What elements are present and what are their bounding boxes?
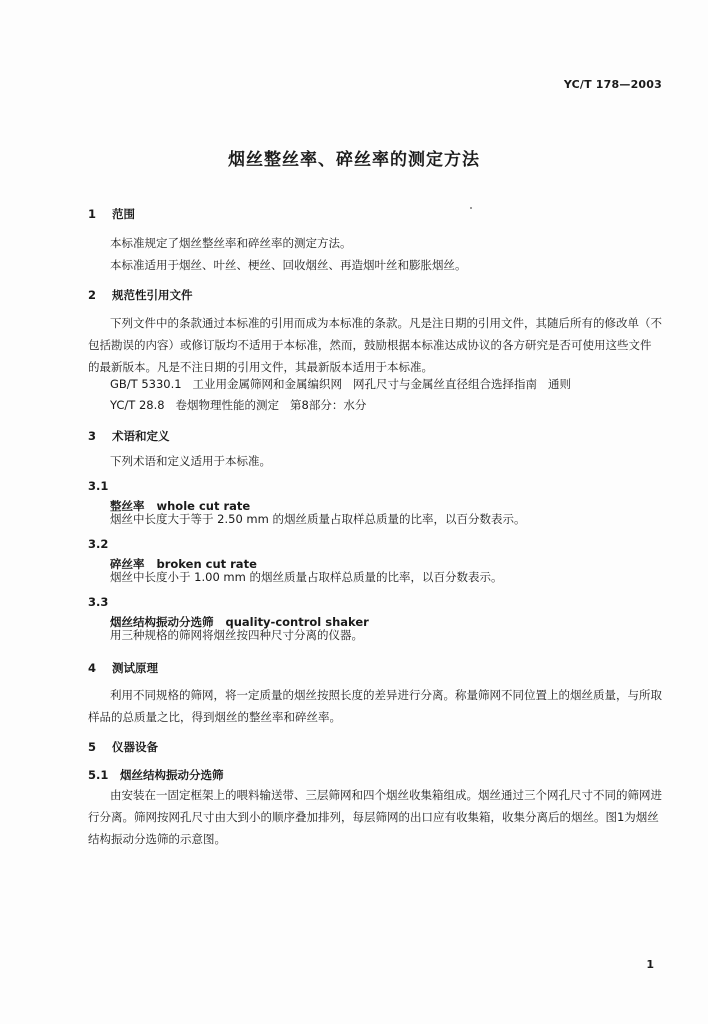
- document-title: 烟丝整丝率、碎丝率的测定方法: [228, 150, 480, 170]
- section-title: 仪器设备: [112, 740, 158, 754]
- term-definition: 烟丝中长度大于等于 2.50 mm 的烟丝质量占取样总质量的比率，以百分数表示。: [110, 512, 526, 526]
- section-4-heading: [88, 660, 158, 676]
- paragraph: 利用不同规格的筛网，将一定质量的烟丝按照长度的差异进行分离。称量筛网不同位置上的烟丝质量，与所取样品的总质量之比，得到烟丝的整丝率和碎丝率。: [88, 688, 662, 724]
- section-3-heading: [88, 428, 170, 444]
- page-number: 1: [646, 958, 654, 971]
- paragraph: 下列文件中的条款通过本标准的引用而成为本标准的条款。凡是注日期的引用文件，其随后所有的修改单（不包括勘误的内容）或修订版均不适用于本标准，然而，鼓励根据本标准达成协议的各方研究是否可使用这些文件的最新版本。凡是不注日期的引用文件，其最新版本适用于本标准。: [88, 316, 662, 374]
- section-number: 3: [88, 429, 97, 443]
- clause-number: 3.2: [88, 537, 109, 551]
- paragraph: 本标准规定了烟丝整丝率和碎丝率的测定方法。: [110, 236, 352, 250]
- paragraph: 下列术语和定义适用于本标准。: [110, 454, 271, 468]
- scan-speck: [470, 207, 472, 209]
- section-number: 2: [88, 288, 97, 302]
- clause-number: 5.1: [88, 768, 109, 782]
- section-title: 测试原理: [112, 661, 158, 675]
- section-number: 5: [88, 740, 97, 754]
- subsection-title: 烟丝结构振动分选筛: [120, 768, 224, 782]
- term-en: broken cut rate: [156, 557, 257, 571]
- term-cn: 烟丝结构振动分选筛: [110, 615, 214, 629]
- normative-reference: YC/T 28.8 卷烟物理性能的测定 第8部分：水分: [110, 398, 367, 412]
- section-number: 1: [88, 207, 97, 221]
- section-number: 4: [88, 661, 97, 675]
- term-cn: 碎丝率: [110, 557, 145, 571]
- paragraph: 本标准适用于烟丝、叶丝、梗丝、回收烟丝、再造烟叶丝和膨胀烟丝。: [110, 258, 467, 272]
- term-definition: 烟丝中长度小于 1.00 mm 的烟丝质量占取样总质量的比率，以百分数表示。: [110, 570, 503, 584]
- subsection-5-1-heading: [88, 767, 224, 783]
- section-title: 范围: [112, 207, 135, 221]
- term-cn: 整丝率: [110, 499, 145, 513]
- clause-number: 3.1: [88, 479, 109, 493]
- section-title: 规范性引用文件: [112, 288, 193, 302]
- term-en: whole cut rate: [156, 499, 251, 513]
- standard-code: YC/T 178—2003: [563, 78, 662, 91]
- clause-number: 3.3: [88, 595, 109, 609]
- paragraph: 由安装在一固定框架上的喂料输送带、三层筛网和四个烟丝收集箱组成。烟丝通过三个网孔尺寸不同的筛网进行分离。筛网按网孔尺寸由大到小的顺序叠加排列，每层筛网的出口应有收集箱，收集分离后的烟丝。图1为烟丝结构振动分选筛的示意图。: [88, 788, 662, 846]
- term-en: quality-control shaker: [225, 615, 369, 629]
- term-definition: 用三种规格的筛网将烟丝按四种尺寸分离的仪器。: [110, 628, 363, 642]
- section-2-heading: [88, 287, 193, 303]
- section-title: 术语和定义: [112, 429, 170, 443]
- normative-reference: GB/T 5330.1 工业用金属筛网和金属编织网 网孔尺寸与金属丝直径组合选择指南 通则: [110, 377, 571, 391]
- section-1-heading: [88, 206, 135, 222]
- section-5-heading: [88, 739, 158, 755]
